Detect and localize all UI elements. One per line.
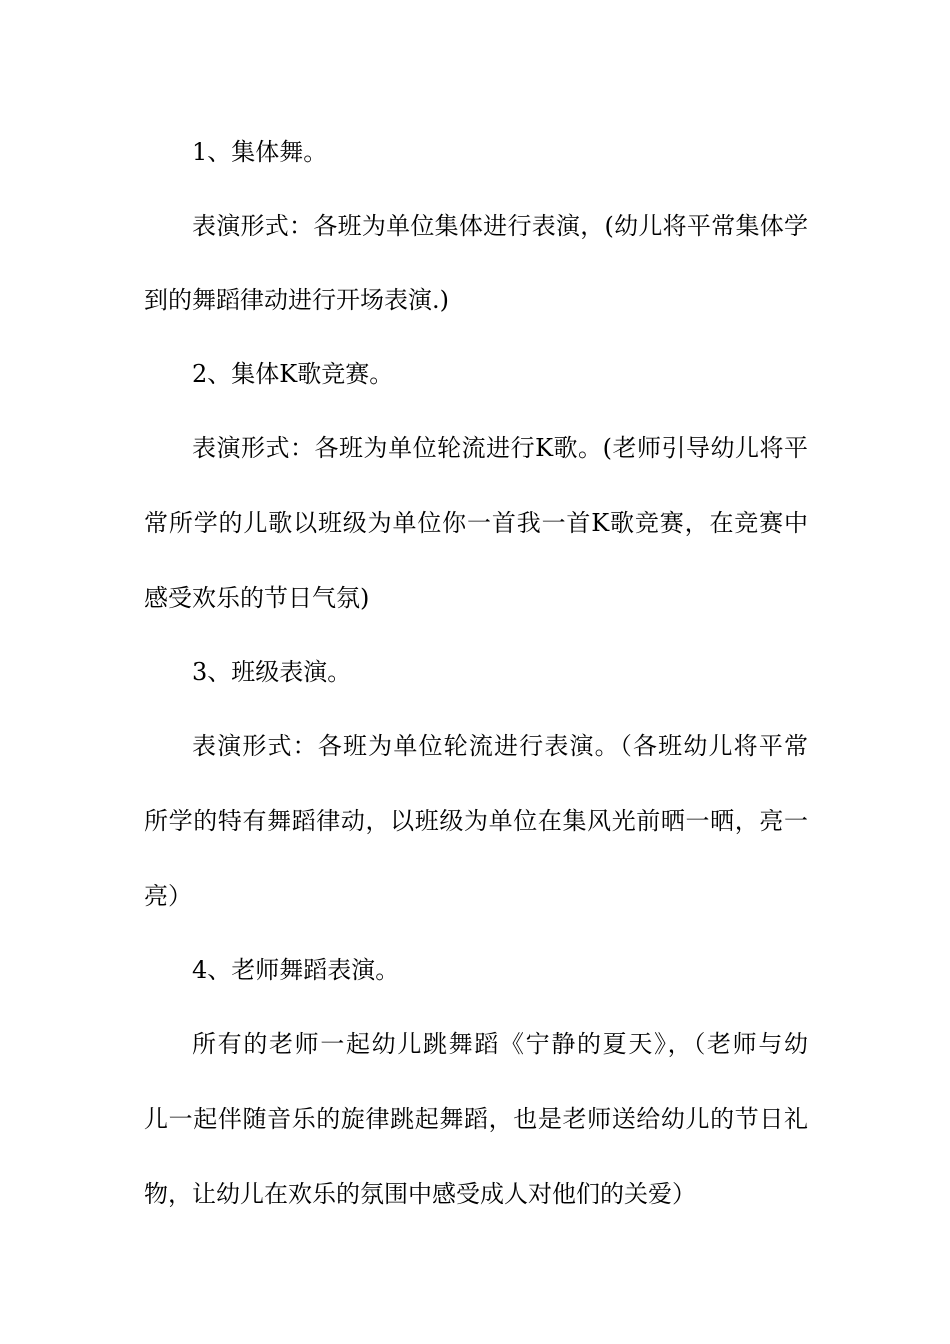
section-4-body-line-2: 儿一起伴随音乐的旋律跳起舞蹈，也是老师送给幼儿的节日礼: [144, 1105, 808, 1133]
section-4-body-line-3: 物，让幼儿在欢乐的氛围中感受成人对他们的关爱）: [144, 1180, 696, 1208]
section-2-body-line-1: 表演形式：各班为单位轮流进行K歌。(老师引导幼儿将平: [192, 434, 808, 462]
section-3-heading: 3、班级表演。: [192, 658, 352, 686]
section-1-body-line-1: 表演形式：各班为单位集体进行表演，(幼儿将平常集体学: [192, 212, 808, 240]
section-4-heading: 4、老师舞蹈表演。: [192, 956, 400, 984]
section-1-body-line-2: 到的舞蹈律动进行开场表演.): [144, 286, 449, 314]
section-1-heading: 1、集体舞。: [192, 138, 328, 166]
section-2-body-line-3: 感受欢乐的节日气氛): [144, 584, 370, 612]
section-2-heading: 2、集体K歌竞赛。: [192, 360, 394, 388]
section-3-body-line-3: 亮）: [144, 882, 192, 910]
section-2-body-line-2: 常所学的儿歌以班级为单位你一首我一首K歌竞赛，在竞赛中: [144, 509, 808, 537]
section-3-body-line-1: 表演形式：各班为单位轮流进行表演。（各班幼儿将平常: [192, 732, 808, 760]
section-3-body-line-2: 所学的特有舞蹈律动，以班级为单位在集风光前晒一晒，亮一: [144, 807, 808, 835]
section-4-body-line-1: 所有的老师一起幼儿跳舞蹈《宁静的夏天》，（老师与幼: [192, 1030, 808, 1058]
